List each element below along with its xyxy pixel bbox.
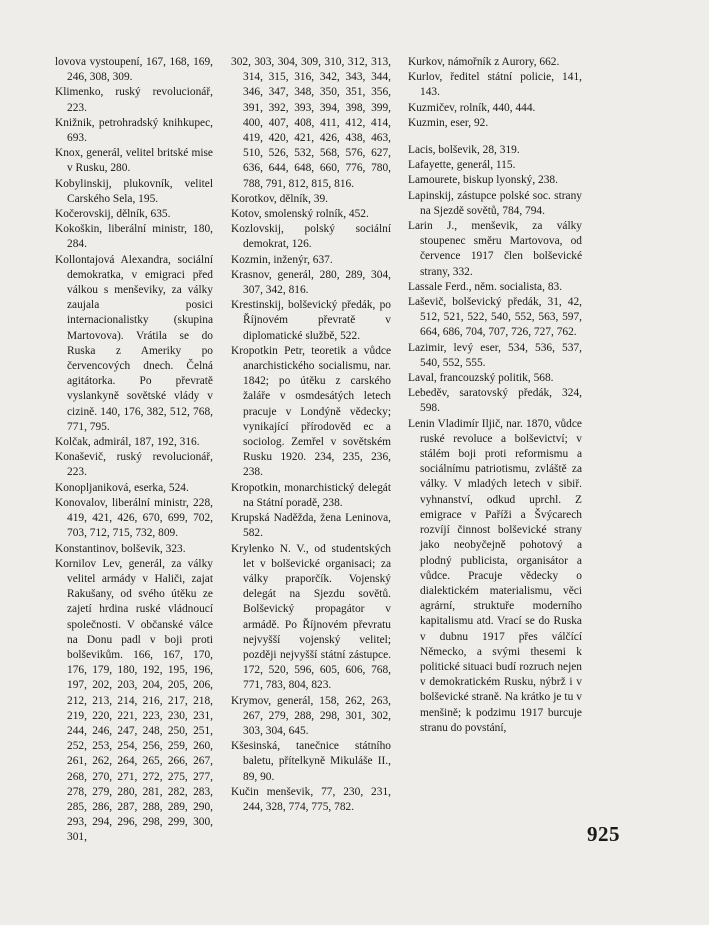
index-entry: Kobylinskij, plukovník, velitel Carského Sela, 195. xyxy=(55,177,213,205)
index-entry: Kolčak, admirál, 187, 192, 316. xyxy=(55,436,200,449)
index-entry: Krymov, generál, 158, 262, 263, 267, 279, 288, 298, 301, 302, 303, 304, 645. xyxy=(231,694,391,737)
index-entry: Laval, francouzský politik, 568. xyxy=(408,372,554,385)
index-entry: Krupská Naděžda, žena Leninova, 582. xyxy=(231,512,391,540)
index-entry: Larin J., menševik, za války stoupenec směru Martovova, od července 1917 člen bolševické strany, 332. xyxy=(408,220,582,278)
index-entry: Lapinskij, zástupce polské soc. strany na Sjezdě sovětů, 784, 794. xyxy=(408,189,582,217)
index-column-2 xyxy=(231,55,391,815)
index-entry: Kozlovskij, polský sociální demokrat, 126. xyxy=(231,223,391,251)
index-entry: Krestinskij, bolševický předák, po Říjnovém převratě v diplomatické službě, 522. xyxy=(231,299,391,342)
index-entry: Lebeděv, saratovský předák, 324, 598. xyxy=(408,387,582,415)
index-entry: Kšesinská, tanečnice státního baletu, přítelkyně Mikuláše II., 89, 90. xyxy=(231,740,391,783)
index-entry: Knižnik, petrohradský knihkupec, 693. xyxy=(55,116,213,145)
index-entry: Konovalov, liberální ministr, 228, 419, 421, 426, 670, 699, 702, 703, 712, 715, 732, 809. xyxy=(55,496,213,540)
index-entry: Krylenko N. V., od studentských let v bolševické organisaci; za války praporčík. Vojenský delegát na Sjezdu sovětů. Bolševický propagátor v armádě. Po Říjnovém převratu nejvyšší vojenský velitel; později nejvyšší státní zástupce. 172, 520, 596, 605, 606, 768, 771, 783, 804, 823. xyxy=(231,542,391,692)
index-entry: Krasnov, generál, 280, 289, 304, 307, 342, 816. xyxy=(231,268,391,297)
page-number: 925 xyxy=(587,822,620,846)
index-entry: Kotov, smolenský rolník, 452. xyxy=(231,208,369,221)
index-entry: Kurlov, ředitel státní policie, 141, 143. xyxy=(408,71,582,99)
index-entry: Lazimir, levý eser, 534, 536, 537, 540, 552, 555. xyxy=(408,341,582,369)
index-entry: Laševič, bolševický předák, 31, 42, 512, 521, 522, 540, 552, 563, 597, 664, 686, 704, 707, 726, 727, 762. xyxy=(408,296,582,339)
index-entry: Kropotkin Petr, teoretik a vůdce anarchistického socialismu, nar. 1842; po útěku z carského žaláře v osmdesátých letech pracuje v Londýně vědecky; vynikající přírodověd ec a sociolog. Zemřel v sovětském Rusku 1920. 234, 235, 236, 238. xyxy=(231,344,391,479)
index-entry: Kuzmin, eser, 92. xyxy=(408,116,489,129)
index-entry: 302, 303, 304, 309, 310, 312, 313, 314, 315, 316, 342, 343, 344, 346, 347, 348, 350, 351, 356, 391, 392, 393, 394, 398, 399, 400, 407, 408, 411, 412, 414, 419, 420, 421, 426, 438, 463, 510, 526, 532, 568, 576, 627, 636, 644, 648, 660, 776, 780, 788, 791, 812, 815, 816. xyxy=(231,56,391,190)
index-entry: Korotkov, dělník, 39. xyxy=(231,192,329,205)
index-entry: Lafayette, generál, 115. xyxy=(408,159,516,172)
index-entry: Kočerovskij, dělník, 635. xyxy=(55,208,171,221)
index-entry: Lacis, bolševik, 28, 319. xyxy=(408,144,520,157)
index-entry: Kornilov Lev, generál, za války velitel armády v Haliči, zajat Rakušany, od svého útěku ze zajetí hrdina ruské vládnoucí společnosti. V občanské válce na Donu padl v boji proti bolševikům. 166, 167, 170, 176, 179, 180, 192, 195, 196, 197, 202, 203, 204, 205, 206, 212, 213, 214, 216, 217, 218, 219, 220, 221, 223, 230, 231, 244, 246, 247, 248, 250, 251, 252, 253, 254, 256, 259, 260, 261, 262, 264, 265, 266, 267, 268, 270, 271, 272, 275, 277, 278, 279, 280, 281, 282, 283, 285, 286, 287, 288, 289, 290, 293, 294, 296, 298, 299, 300, 301, xyxy=(55,557,213,844)
index-entry: Kokoškin, liberální ministr, 180, 284. xyxy=(55,223,213,251)
index-entry: Knox, generál, velitel britské mise v Rusku, 280. xyxy=(55,147,213,175)
index-entry: Lenin Vladimír Iljič, nar. 1870, vůdce ruské revoluce a bolševictví; v stálém boji proti reformismu a sociálnímu patriotismu, zvláště za války. V mladých letech v sibiř. vyhnanství, odkud uprchl. Z emigrace v Paříži a Švýcarech rozvíjí činnost bolševické strany jako neobyčejně pohotový a plodný publicista, organisátor a vůdce. Pracuje vědecky o dialektickém materialismu, věci agrární, struktuře moderního kapitalismu atd. Vrací se do Ruska v dubnu 1917 přes válčící Německo, a svými thesemi k politické situaci budí rozruch nejen v demokratickém Rusku, nýbrž i v bolševické straně. Na krátko je tu v menšině; k podzimu 1917 burcuje stranu do povstání, xyxy=(408,417,582,734)
index-entry: Konopljaniková, eserka, 524. xyxy=(55,481,189,494)
index-entry: Kozmin, inženýr, 637. xyxy=(231,253,333,266)
index-entry: Kurkov, námořník z Aurory, 662. xyxy=(408,56,560,68)
index-entry: lovova vystoupení, 167, 168, 169, 246, 308, 309. xyxy=(55,56,213,84)
index-entry: Konstantinov, bolševik, 323. xyxy=(55,542,186,555)
index-entry: Kropotkin, monarchistický delegát na Státní poradě, 238. xyxy=(231,481,391,509)
index-entry: Lassale Ferd., něm. socialista, 83. xyxy=(408,280,563,293)
index-entry: Kollontajová Alexandra, sociální demokratka, v emigraci před válkou s menševiky, za války zaujala posici internacionalistky (skupina Martovova). Vrátila se do Ruska z Ameriky po červencových dnech. Čelná agitátorka. Po převratě vyslankyně sovětské vlády v cizině. 140, 176, 382, 512, 768, 771, 795. xyxy=(55,253,213,433)
index-column-1 xyxy=(55,55,213,846)
index-entry: Klimenko, ruský revolucionář, 223. xyxy=(55,86,213,114)
index-entry: Konaševič, ruský revolucionář, 223. xyxy=(55,451,213,479)
index-entry: Kuzmičev, rolník, 440, 444. xyxy=(408,101,536,114)
index-entry: Lamourete, biskup lyonský, 238. xyxy=(408,174,558,187)
index-column-3 xyxy=(408,55,582,736)
index-entry: Kučin menševik, 77, 230, 231, 244, 328, 774, 775, 782. xyxy=(231,785,391,813)
